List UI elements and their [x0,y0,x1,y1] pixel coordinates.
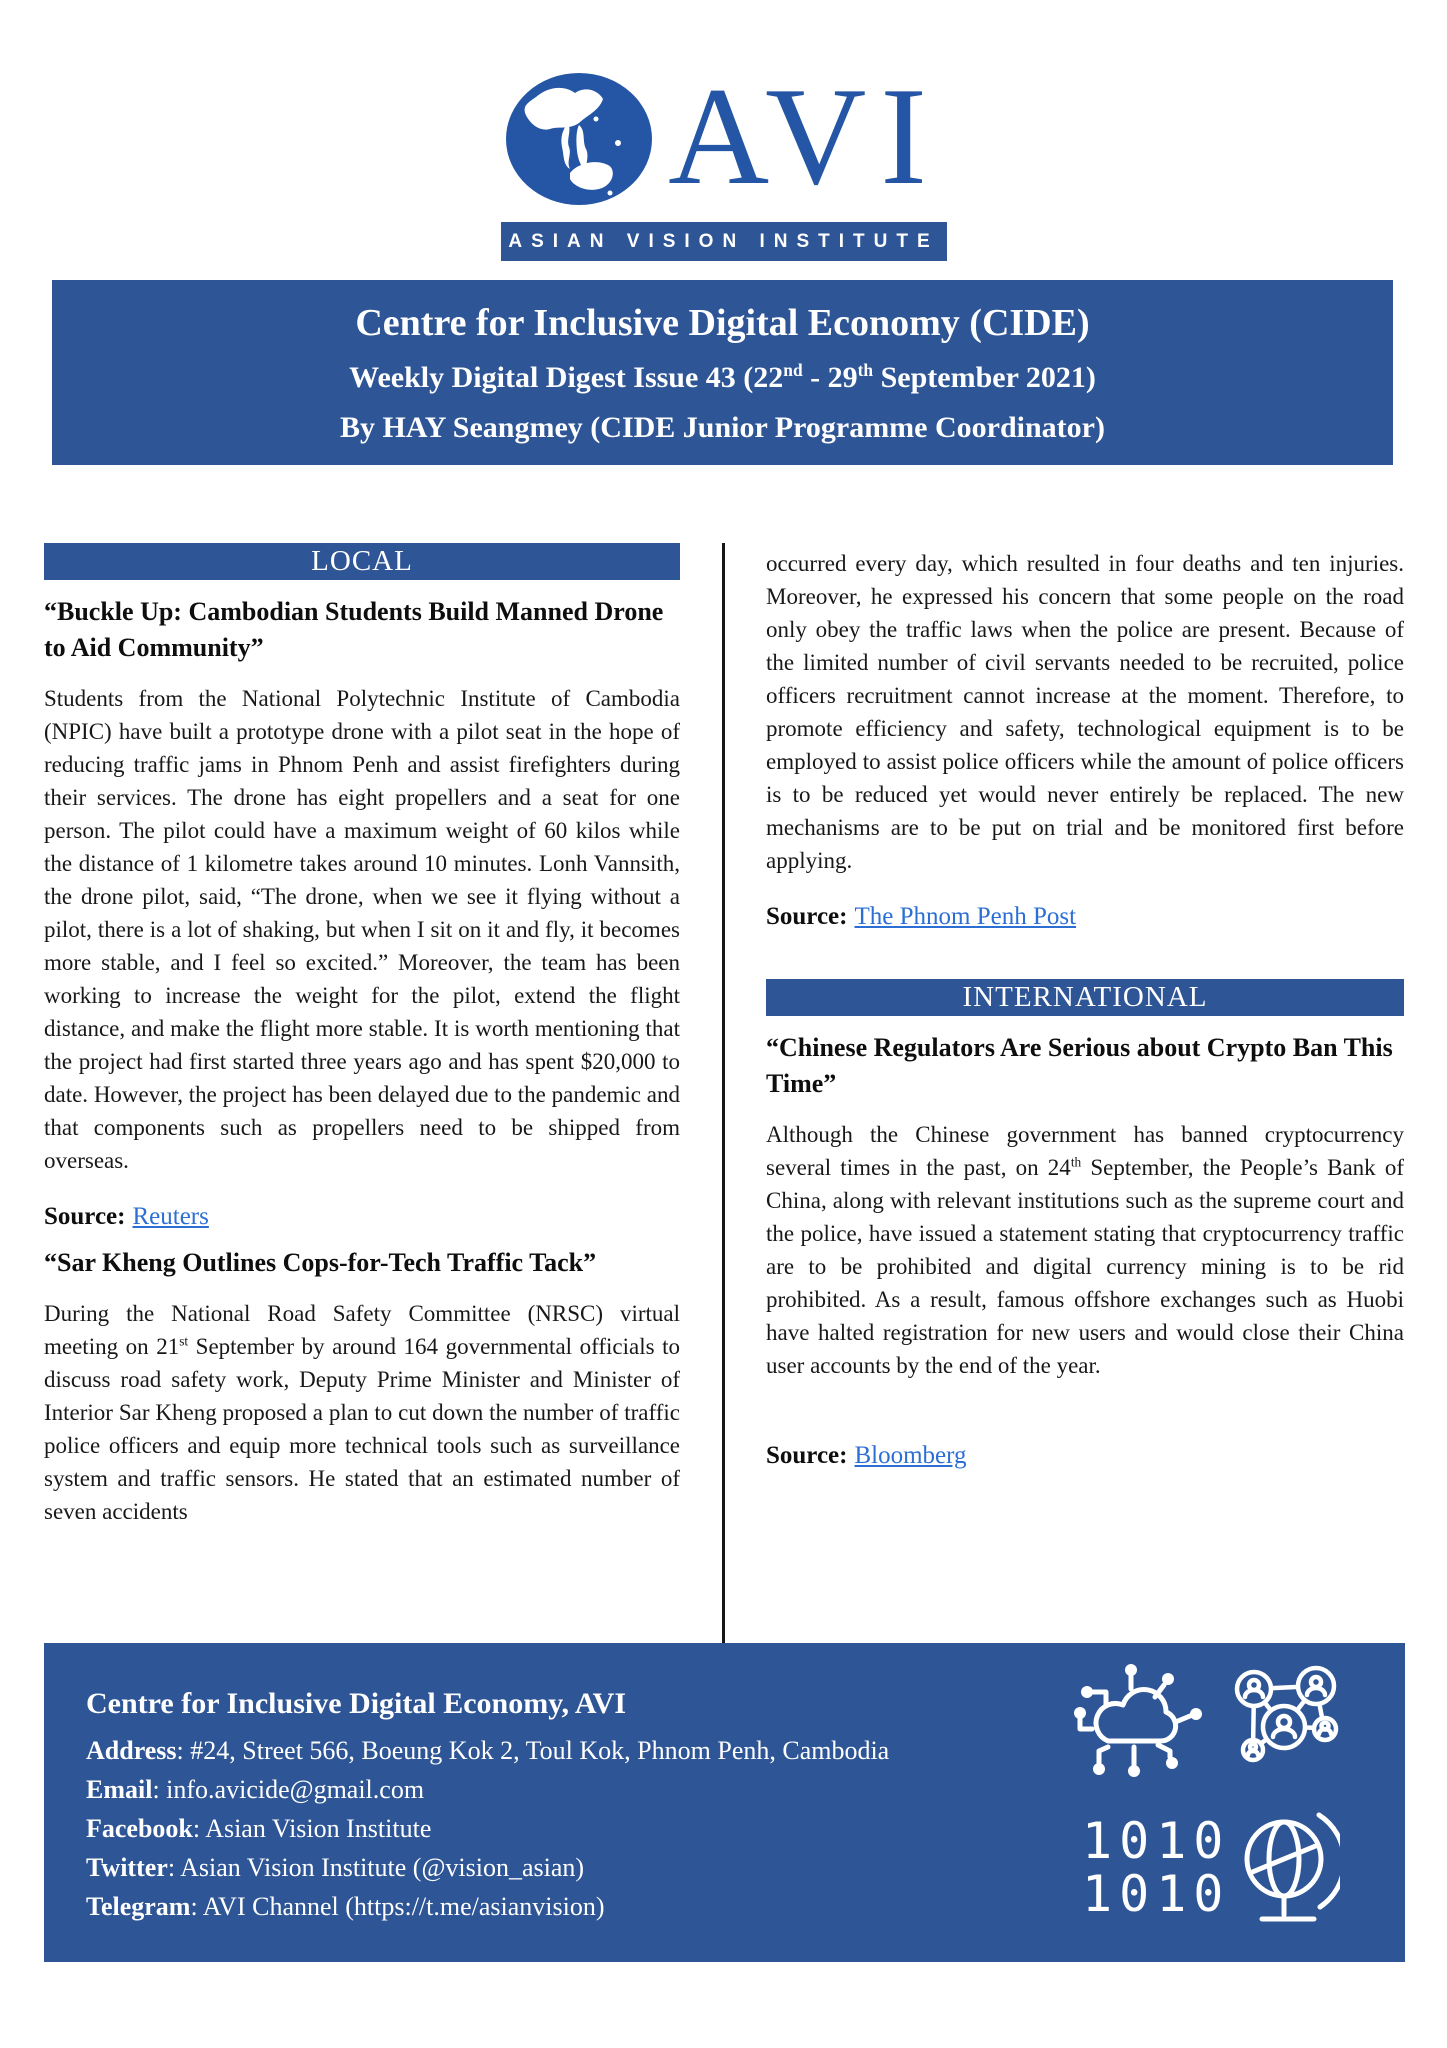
source-link-phnom-penh-post[interactable]: The Phnom Penh Post [854,903,1077,930]
source-link-reuters[interactable]: Reuters [132,1203,209,1230]
article-body-crypto: Although the Chinese government has banned cryptocurrency several times in the past, on 24th September, the People’s Bank of China, along with relevant institutions such as the supreme court and the police, have issued a statement stating that cryptocurrency traffic are to be prohibited and digital currency mining is to be rid prohibited. As a result, famous offshore exchanges such as Huobi have halted registration for new users and would close their China user accounts by the end of the year. [766,1122,1404,1378]
footer-facebook-row: Facebook: Asian Vision Institute [86,1814,432,1843]
column-divider [722,543,725,1648]
source-label: Source: [766,903,848,930]
banner-byline: By HAY Seangmey (CIDE Junior Programme Coordinator) [340,411,1105,444]
footer-contact-block [86,1687,889,1926]
social-network-icon [1224,1661,1344,1773]
source-label: Source: [766,1442,848,1469]
issue-banner [52,280,1393,465]
avi-globe-logo-icon [506,73,652,205]
footer-address-row: Address: #24, Street 566, Boeung Kok 2, Toul Kok, Phnom Penh, Cambodia [86,1736,890,1765]
avi-logo-text: AVI [668,59,941,214]
source-label: Source: [44,1203,126,1230]
article-title-crypto: “Chinese Regulators Are Serious about Crypto Ban This Time” [766,1033,1393,1098]
section-header-local [44,543,680,580]
binary-code-icon: 1010 1010 [1082,1812,1231,1923]
left-column [44,543,680,1645]
source-line-bloomberg [766,1442,1404,1470]
globe-stand-icon [1236,1807,1340,1933]
article-body-drone: Students from the National Polytechnic Institute of Cambodia (NPIC) have built a prototype drone with a pilot seat in the hope of reducing traffic jams in Phnom Penh and assist firefighters during their services. The drone has eight propellers and a seat for one person. The pilot could have a maximum weight of 60 kilos while the distance of 1 kilometre takes around 10 minutes. Lonh Vannsith, the drone pilot, said, “The drone, when we see it flying without a pilot, there is a lot of shaking, but when I sit on it and fly, it becomes more stable, and I feel so excited.” Moreover, the team has been working to increase the weight for the pilot, extend the flight distance, and make the flight more stable. It is worth mentioning that the project had first started three years ago and has spent $20,000 to date. However, the project has been delayed due to the pandemic and that components such as propellers need to be shipped from overseas. [44,686,680,1173]
footer-telegram-row: Telegram: AVI Channel (https://t.me/asianvision) [86,1892,605,1921]
section-header-international [766,979,1404,1016]
avi-logo-banner [501,222,947,261]
section-label-international: INTERNATIONAL [962,981,1208,1013]
article-title-drone: “Buckle Up: Cambodian Students Build Manned Drone to Aid Community” [44,597,664,662]
footer [44,1643,1405,1962]
footer-twitter-row: Twitter: Asian Vision Institute (@vision_asian) [86,1853,585,1882]
article-body-traffic-continued: occurred every day, which resulted in four deaths and ten injuries. Moreover, he expressed his concern that some people on the road only obey the traffic laws when the police are present. Because of the limited number of civil servants needed to be recruited, police officers recruitment cannot increase at the moment. Therefore, to promote efficiency and safety, technological equipment is to be employed to assist police officers while the amount of police officers is to be reduced yet would never entirely be replaced. The new mechanisms are to be put on trial and be monitored first before applying. [766,551,1404,873]
section-label-local: LOCAL [311,545,413,577]
source-line-phnom-penh-post [766,903,1404,931]
banner-title: Centre for Inclusive Digital Economy (CIDE) [355,302,1090,344]
footer-title: Centre for Inclusive Digital Economy, AVI [86,1687,627,1720]
source-line-reuters [44,1203,680,1231]
right-column [766,543,1404,1645]
avi-logo-block [0,59,1447,261]
footer-email-row: Email: info.avicide@gmail.com [86,1775,425,1804]
source-link-bloomberg[interactable]: Bloomberg [854,1442,967,1469]
banner-subtitle: Weekly Digital Digest Issue 43 (22nd - 29th September 2021) [349,360,1096,394]
article-title-traffic: “Sar Kheng Outlines Cops-for-Tech Traffic Tack” [44,1248,597,1277]
avi-logo-banner-text: ASIAN VISION INSTITUTE [508,231,939,252]
article-body-traffic: During the National Road Safety Committee (NRSC) virtual meeting on 21st September by around 164 governmental officials to discuss road safety work, Deputy Prime Minister and Minister of Interior Sar Kheng proposed a plan to cut down the number of traffic police officers and equip more technical tools such as surveillance system and traffic sensors. He stated that an estimated number of seven accidents [44,1301,680,1524]
cloud-network-icon [1066,1659,1204,1781]
